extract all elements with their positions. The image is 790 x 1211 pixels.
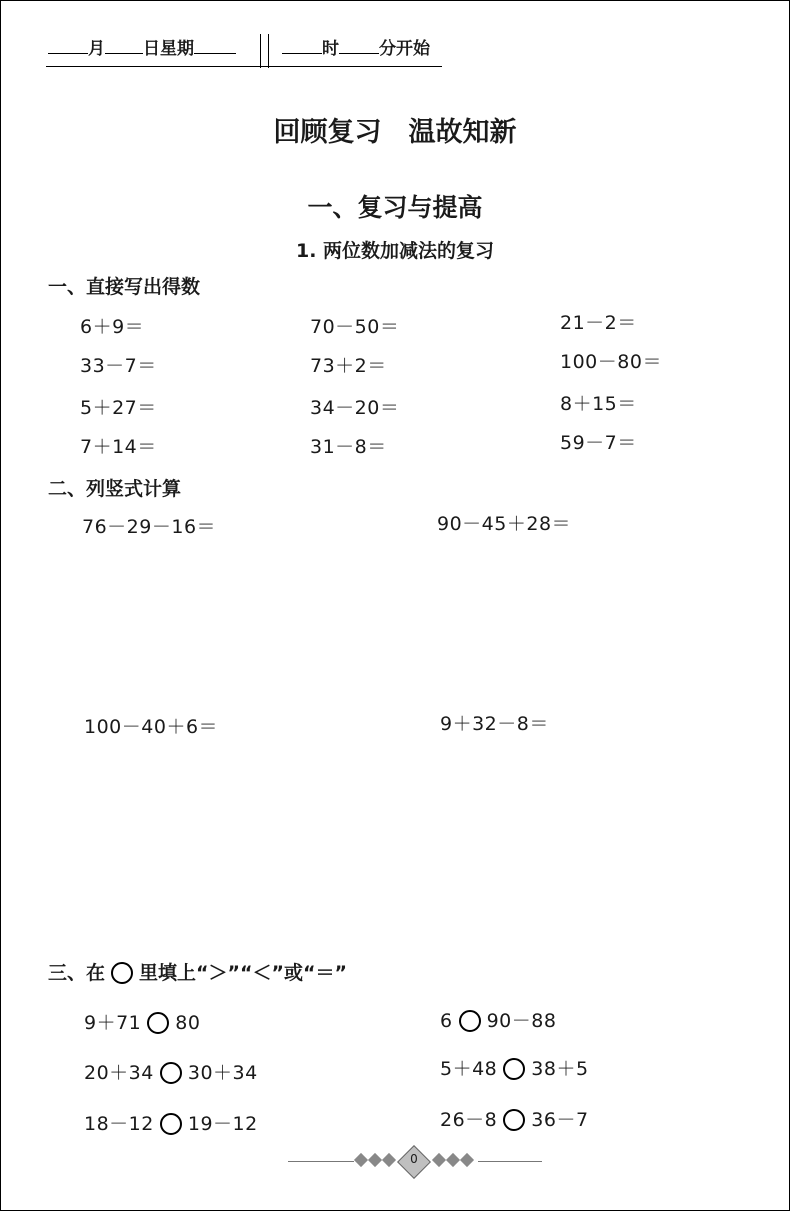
footer-diamond-icon xyxy=(382,1153,396,1167)
part3-q2-circle[interactable] xyxy=(459,1010,481,1032)
part3-q5-right: 19－12 xyxy=(187,1113,258,1135)
footer-diamond-icon xyxy=(432,1153,446,1167)
day-weekday-label: 日星期 xyxy=(143,39,194,59)
part3-q5-circle[interactable] xyxy=(160,1113,182,1135)
part1-q1: 6＋9＝ xyxy=(80,316,145,338)
page-number: 0 xyxy=(410,1152,418,1166)
part3-q4 xyxy=(440,1054,589,1081)
part3-heading xyxy=(48,958,347,985)
month-blank[interactable] xyxy=(48,37,88,54)
footer-diamond-icon xyxy=(460,1153,474,1167)
day-blank[interactable] xyxy=(105,37,143,54)
part1-q7: 5＋27＝ xyxy=(80,397,157,419)
footer-line-left xyxy=(288,1161,354,1162)
start-label: 分开始 xyxy=(379,39,430,59)
part3-q1 xyxy=(84,1008,200,1035)
footer-line-right xyxy=(478,1161,542,1162)
part1-q8: 34－20＝ xyxy=(310,397,400,419)
part3-q3 xyxy=(84,1058,258,1085)
header-separator-right xyxy=(268,34,269,68)
part3-q6-left: 26－8 xyxy=(440,1109,498,1131)
part3-q2 xyxy=(440,1006,556,1033)
part3-heading-prefix: 三、在 xyxy=(48,962,106,984)
part1-q3: 21－2＝ xyxy=(560,312,637,334)
part3-q3-right: 30＋34 xyxy=(187,1062,258,1084)
part2-q3: 100－40＋6＝ xyxy=(84,716,219,738)
footer-ornament xyxy=(0,1148,790,1178)
part2-heading: 二、列竖式计算 xyxy=(48,478,182,500)
month-label: 月 xyxy=(88,39,105,59)
part3-q6-right: 36－7 xyxy=(531,1109,589,1131)
part3-q5 xyxy=(84,1109,258,1136)
part3-q3-circle[interactable] xyxy=(160,1062,182,1084)
part1-q5: 73＋2＝ xyxy=(310,355,387,377)
header-separator-left xyxy=(260,34,261,68)
part3-q6 xyxy=(440,1105,589,1132)
part1-q9: 8＋15＝ xyxy=(560,393,637,415)
main-title: 回顾复习 温故知新 xyxy=(273,117,517,148)
minute-blank[interactable] xyxy=(339,37,379,54)
chapter-title: 一、复习与提高 xyxy=(307,193,483,222)
footer-diamond-icon xyxy=(446,1153,460,1167)
part1-q4: 33－7＝ xyxy=(80,355,157,377)
part2-q1: 76－29－16＝ xyxy=(82,516,217,538)
circle-icon xyxy=(111,962,133,984)
part1-q12: 59－7＝ xyxy=(560,432,637,454)
part3-q1-right: 80 xyxy=(175,1012,201,1034)
footer-diamond-icon xyxy=(354,1153,368,1167)
part1-heading: 一、直接写出得数 xyxy=(48,276,201,298)
part3-q6-circle[interactable] xyxy=(503,1109,525,1131)
part1-q10: 7＋14＝ xyxy=(80,436,157,458)
header-time xyxy=(282,34,430,59)
part3-q3-left: 20＋34 xyxy=(84,1062,154,1084)
part1-q6: 100－80＝ xyxy=(560,351,662,373)
part3-q4-right: 38＋5 xyxy=(531,1058,589,1080)
part2-q4: 9＋32－8＝ xyxy=(440,713,549,735)
hour-label: 时 xyxy=(322,39,339,59)
part3-q4-circle[interactable] xyxy=(503,1058,525,1080)
part3-q2-left: 6 xyxy=(440,1010,453,1032)
part1-q2: 70－50＝ xyxy=(310,316,400,338)
part3-q5-left: 18－12 xyxy=(84,1113,154,1135)
part3-q1-left: 9＋71 xyxy=(84,1012,142,1034)
part3-heading-suffix: 里填上“＞”“＜”或“＝” xyxy=(139,962,347,984)
part3-q1-circle[interactable] xyxy=(147,1012,169,1034)
hour-blank[interactable] xyxy=(282,37,322,54)
footer-diamond-icon xyxy=(368,1153,382,1167)
header-underline xyxy=(46,66,442,67)
part3-q2-right: 90－88 xyxy=(486,1010,557,1032)
header-date xyxy=(48,34,236,59)
part1-q11: 31－8＝ xyxy=(310,436,387,458)
weekday-blank[interactable] xyxy=(194,37,236,54)
part3-q4-left: 5＋48 xyxy=(440,1058,498,1080)
lesson-title: 1. 两位数加减法的复习 xyxy=(295,240,495,262)
part2-q2: 90－45＋28＝ xyxy=(437,513,572,535)
